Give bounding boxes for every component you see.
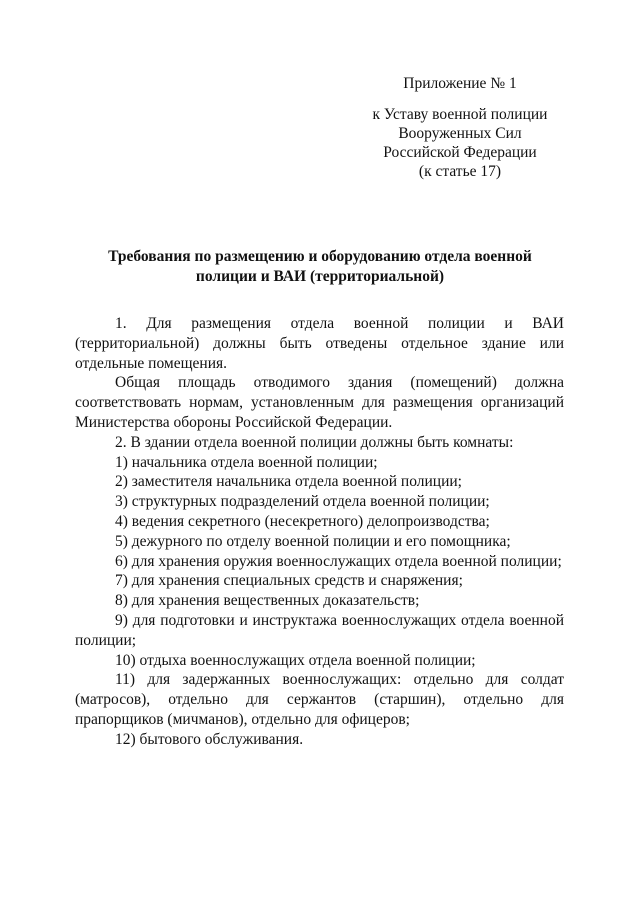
- paragraph-2: Общая площадь отводимого здания (помещений) должна соответствовать нормам, установленным для размещения организаций Министерства обороны Российской Федерации.: [75, 374, 564, 431]
- paragraph-1: 1. Для размещения отдела военной полиции и ВАИ (территориальной) должны быть отведены отдельное здание или отдельные помещения.: [75, 315, 564, 372]
- list-item-1: 1) начальника отдела военной полиции;: [115, 453, 378, 471]
- list-item-8: 8) для хранения вещественных доказательств;: [115, 592, 420, 610]
- list-item-5: 5) дежурного по отделу военной полиции и его помощника;: [115, 532, 511, 550]
- appendix-line-1: к Уставу военной полиции: [372, 106, 548, 123]
- list-item-3: 3) структурных подразделений отдела военной полиции;: [115, 493, 490, 511]
- document-title: Требования по размещению и оборудованию отдела военной полиции и ВАИ (территориальной): [108, 248, 532, 285]
- appendix-number: Приложение № 1: [403, 75, 517, 92]
- list-item-4: 4) ведения секретного (несекретного) делопроизводства;: [115, 512, 490, 530]
- list-item-9: 9) для подготовки и инструктажа военнослужащих отдела военной полиции;: [75, 611, 564, 649]
- appendix-line-3: Российской Федерации: [383, 144, 537, 161]
- appendix-line-4: (к статье 17): [418, 163, 502, 180]
- list-item-7: 7) для хранения специальных средств и снаряжения;: [115, 572, 463, 590]
- list-item-10: 10) отдыха военнослужащих отдела военной полиции;: [115, 651, 476, 669]
- list-item-6: 6) для хранения оружия военнослужащих отдела военной полиции;: [115, 552, 562, 570]
- list-item-12: 12) бытового обслуживания.: [115, 730, 304, 748]
- appendix-line-2: Вооруженных Сил: [398, 125, 522, 142]
- paragraph-3: 2. В здании отдела военной полиции должны быть комнаты:: [115, 433, 514, 451]
- appendix-header: [350, 74, 570, 181]
- list-item-2: 2) заместителя начальника отдела военной полиции;: [115, 473, 462, 491]
- document-body: [75, 314, 564, 750]
- list-item-11: 11) для задержанных военнослужащих: отдельно для солдат (матросов), отдельно для сержантов (старшин), отдельно для прапорщиков (мичманов), отдельно для офицеров;: [75, 671, 564, 728]
